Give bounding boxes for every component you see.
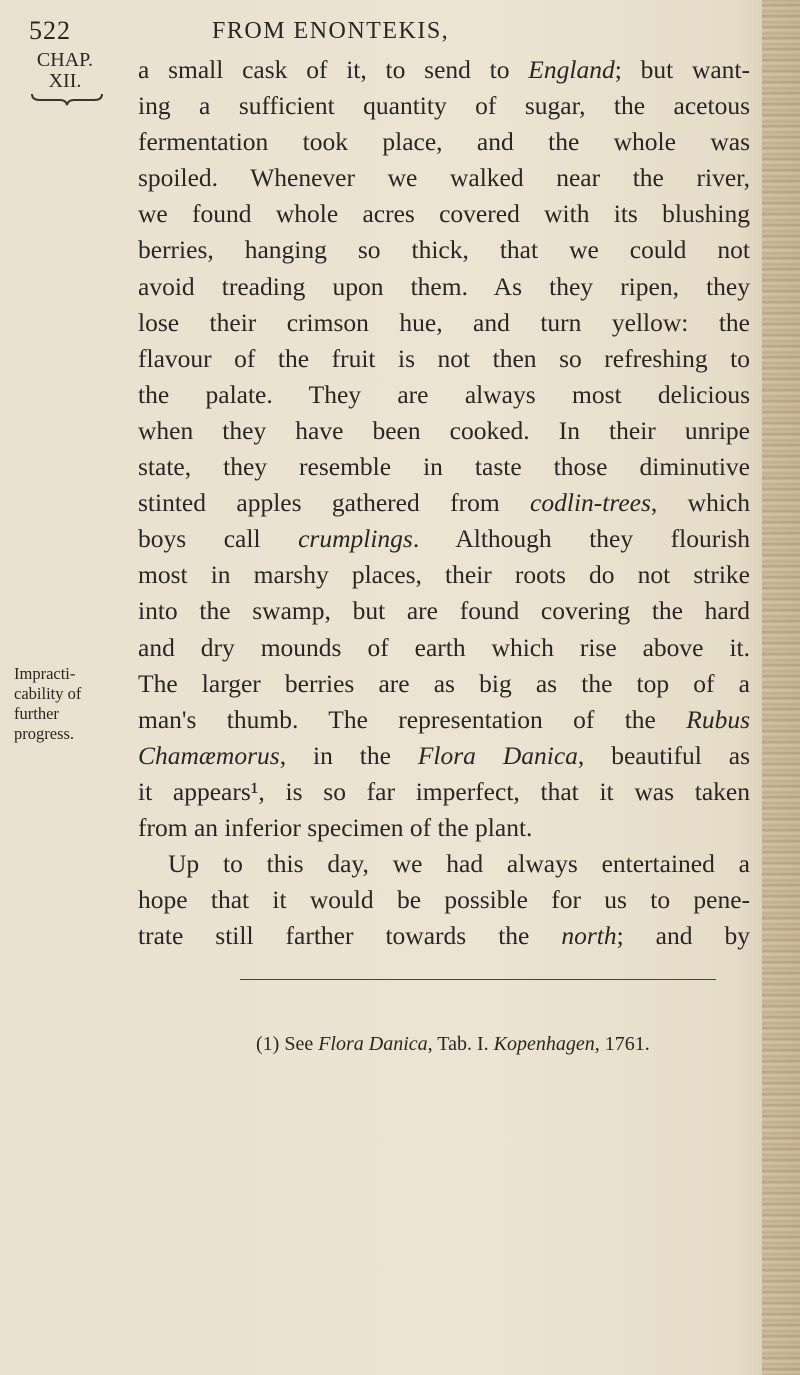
page-number: 522: [29, 16, 71, 45]
body-line: boys call crumplings. Although they flourish: [138, 524, 750, 554]
margin-note-line: further: [14, 704, 59, 723]
chapter-number: XII.: [48, 70, 82, 92]
body-line: most in marshy places, their roots do not strike: [138, 560, 750, 590]
body-line: lose their crimson hue, and turn yellow: the: [138, 307, 750, 337]
margin-note-line: Impracti-: [14, 664, 76, 683]
page-header: [0, 8, 800, 48]
chapter-brace: [30, 92, 104, 106]
body-line: man's thumb. The representation of the Rubus: [138, 704, 750, 734]
body-line: and dry mounds of earth which rise above it.: [138, 632, 750, 662]
body-line: The larger berries are as big as the top of a: [138, 668, 750, 698]
body-line: flavour of the fruit is not then so refreshing to: [138, 343, 750, 373]
footnote: (1) See Flora Danica, Tab. I. Kopenhagen, 1761.: [256, 1033, 650, 1055]
body-line: the palate. They are always most delicious: [138, 379, 750, 409]
body-line: into the swamp, but are found covering the hard: [138, 596, 750, 626]
body-line: ing a sufficient quantity of sugar, the acetous: [138, 91, 750, 121]
margin-note-line: progress.: [14, 724, 75, 743]
body-line: when they have been cooked. In their unripe: [138, 415, 750, 445]
body-line: from an inferior specimen of the plant.: [138, 812, 533, 842]
body-line: state, they resemble in taste those diminutive: [138, 452, 750, 482]
body-line: a small cask of it, to send to England; but want-: [138, 55, 751, 84]
margin-note-line: cability of: [14, 684, 82, 703]
body-text: [138, 52, 750, 954]
body-line: Chamæmorus, in the Flora Danica, beautiful as: [138, 740, 750, 770]
body-line: spoiled. Whenever we walked near the river,: [138, 163, 750, 193]
body-line: Up to this day, we had always entertained a: [168, 849, 750, 879]
body-line: berries, hanging so thick, that we could not: [138, 235, 750, 265]
running-title: FROM ENONTEKIS,: [212, 18, 450, 44]
body-line: avoid treading upon them. As they ripen, they: [138, 271, 750, 301]
body-line: it appears¹, is so far imperfect, that it was taken: [138, 776, 750, 806]
chapter-label: CHAP.: [36, 49, 94, 71]
footnote-rule: [240, 979, 716, 980]
body-line: stinted apples gathered from codlin-trees, which: [138, 488, 750, 518]
margin-note: [14, 664, 120, 744]
page-edge: [762, 0, 800, 1375]
chapter-marker: [30, 50, 100, 92]
body-line: we found whole acres covered with its blushing: [138, 199, 750, 229]
body-line: trate still farther towards the north; and by: [138, 921, 750, 951]
body-line: fermentation took place, and the whole was: [138, 127, 750, 157]
body-line: hope that it would be possible for us to pene-: [138, 885, 750, 915]
